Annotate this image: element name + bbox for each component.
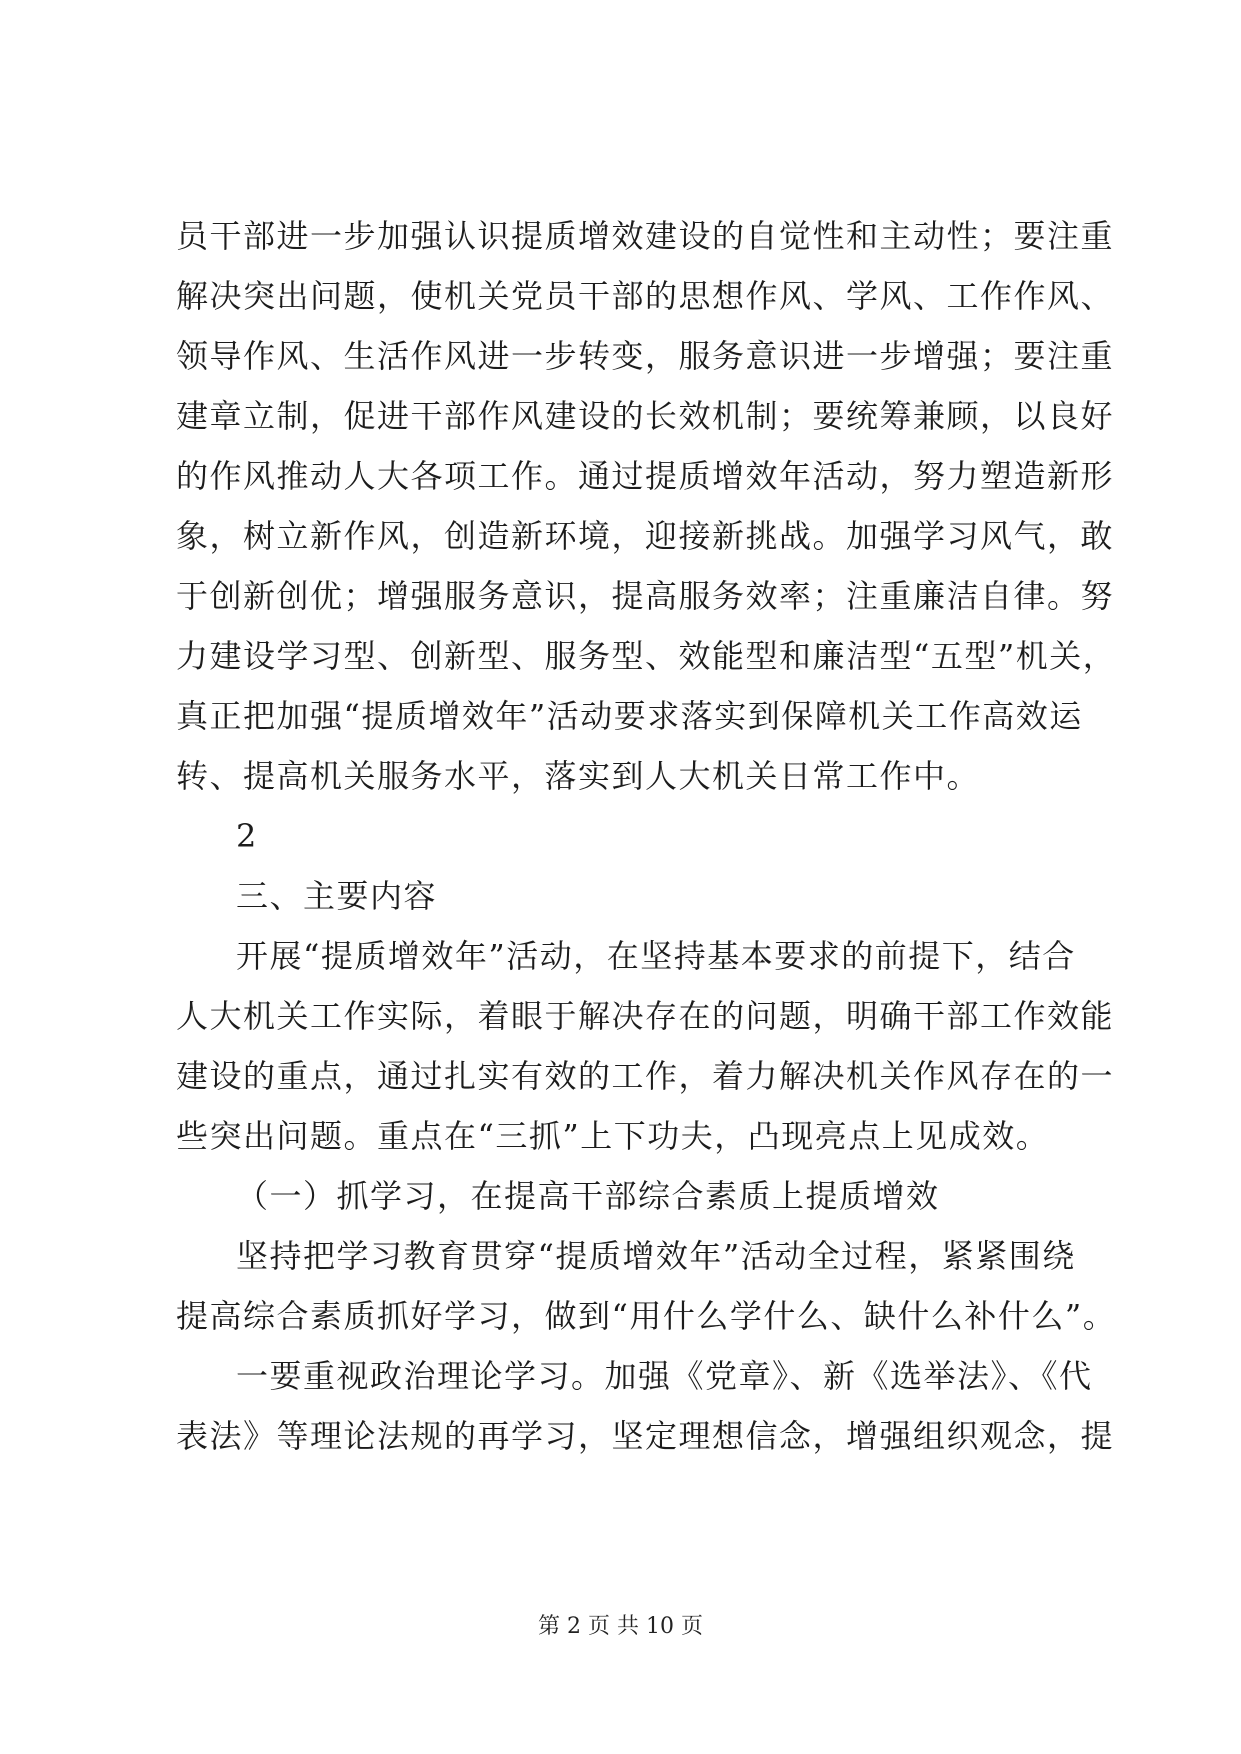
body-line: 领导作风、生活作风进一步转变，服务意识进一步增强；要注重 [176,337,1115,375]
subsection-heading: （一）抓学习，在提高干部综合素质上提质增效 [236,1177,940,1215]
body-line: 表法》等理论法规的再学习，坚定理想信念，增强组织观念，提 [176,1417,1115,1455]
body-line: 坚持把学习教育贯穿“提质增效年”活动全过程，紧紧围绕 [236,1237,1076,1275]
body-line: 开展“提质增效年”活动，在坚持基本要求的前提下，结合 [236,937,1076,975]
body-line: 建章立制，促进干部作风建设的长效机制；要统筹兼顾，以良好 [176,397,1115,435]
body-line: 员干部进一步加强认识提质增效建设的自觉性和主动性；要注重 [176,217,1115,255]
body-line: 些突出问题。重点在“三抓”上下功夫，凸现亮点上见成效。 [176,1117,1050,1155]
body-line: 转、提高机关服务水平，落实到人大机关日常工作中。 [176,757,981,795]
section-heading: 三、主要内容 [236,877,438,915]
body-line: 解决突出问题，使机关党员干部的思想作风、学风、工作作风、 [176,277,1115,315]
body-line: 真正把加强“提质增效年”活动要求落实到保障机关工作高效运 [176,697,1083,735]
body-line: 象，树立新作风，创造新环境，迎接新挑战。加强学习风气，敢 [176,517,1115,555]
body-line: 人大机关工作实际，着眼于解决存在的问题，明确干部工作效能 [176,997,1115,1035]
body-line: 提高综合素质抓好学习，做到“用什么学什么、缺什么补什么”。 [176,1297,1117,1335]
body-line: 力建设学习型、创新型、服务型、效能型和廉洁型“五型”机关， [176,637,1117,675]
body-line: 建设的重点，通过扎实有效的工作，着力解决机关作风存在的一 [176,1057,1115,1095]
page-footer: 第 2 页 共 10 页 [538,1614,703,1639]
page-marker: 2 [236,817,258,855]
body-line: 于创新创优；增强服务意识，提高服务效率；注重廉洁自律。努 [176,577,1115,615]
body-line: 一要重视政治理论学习。加强《党章》、新《选举法》、《代 [236,1357,1093,1395]
body-line: 的作风推动人大各项工作。通过提质增效年活动，努力塑造新形 [176,457,1115,495]
